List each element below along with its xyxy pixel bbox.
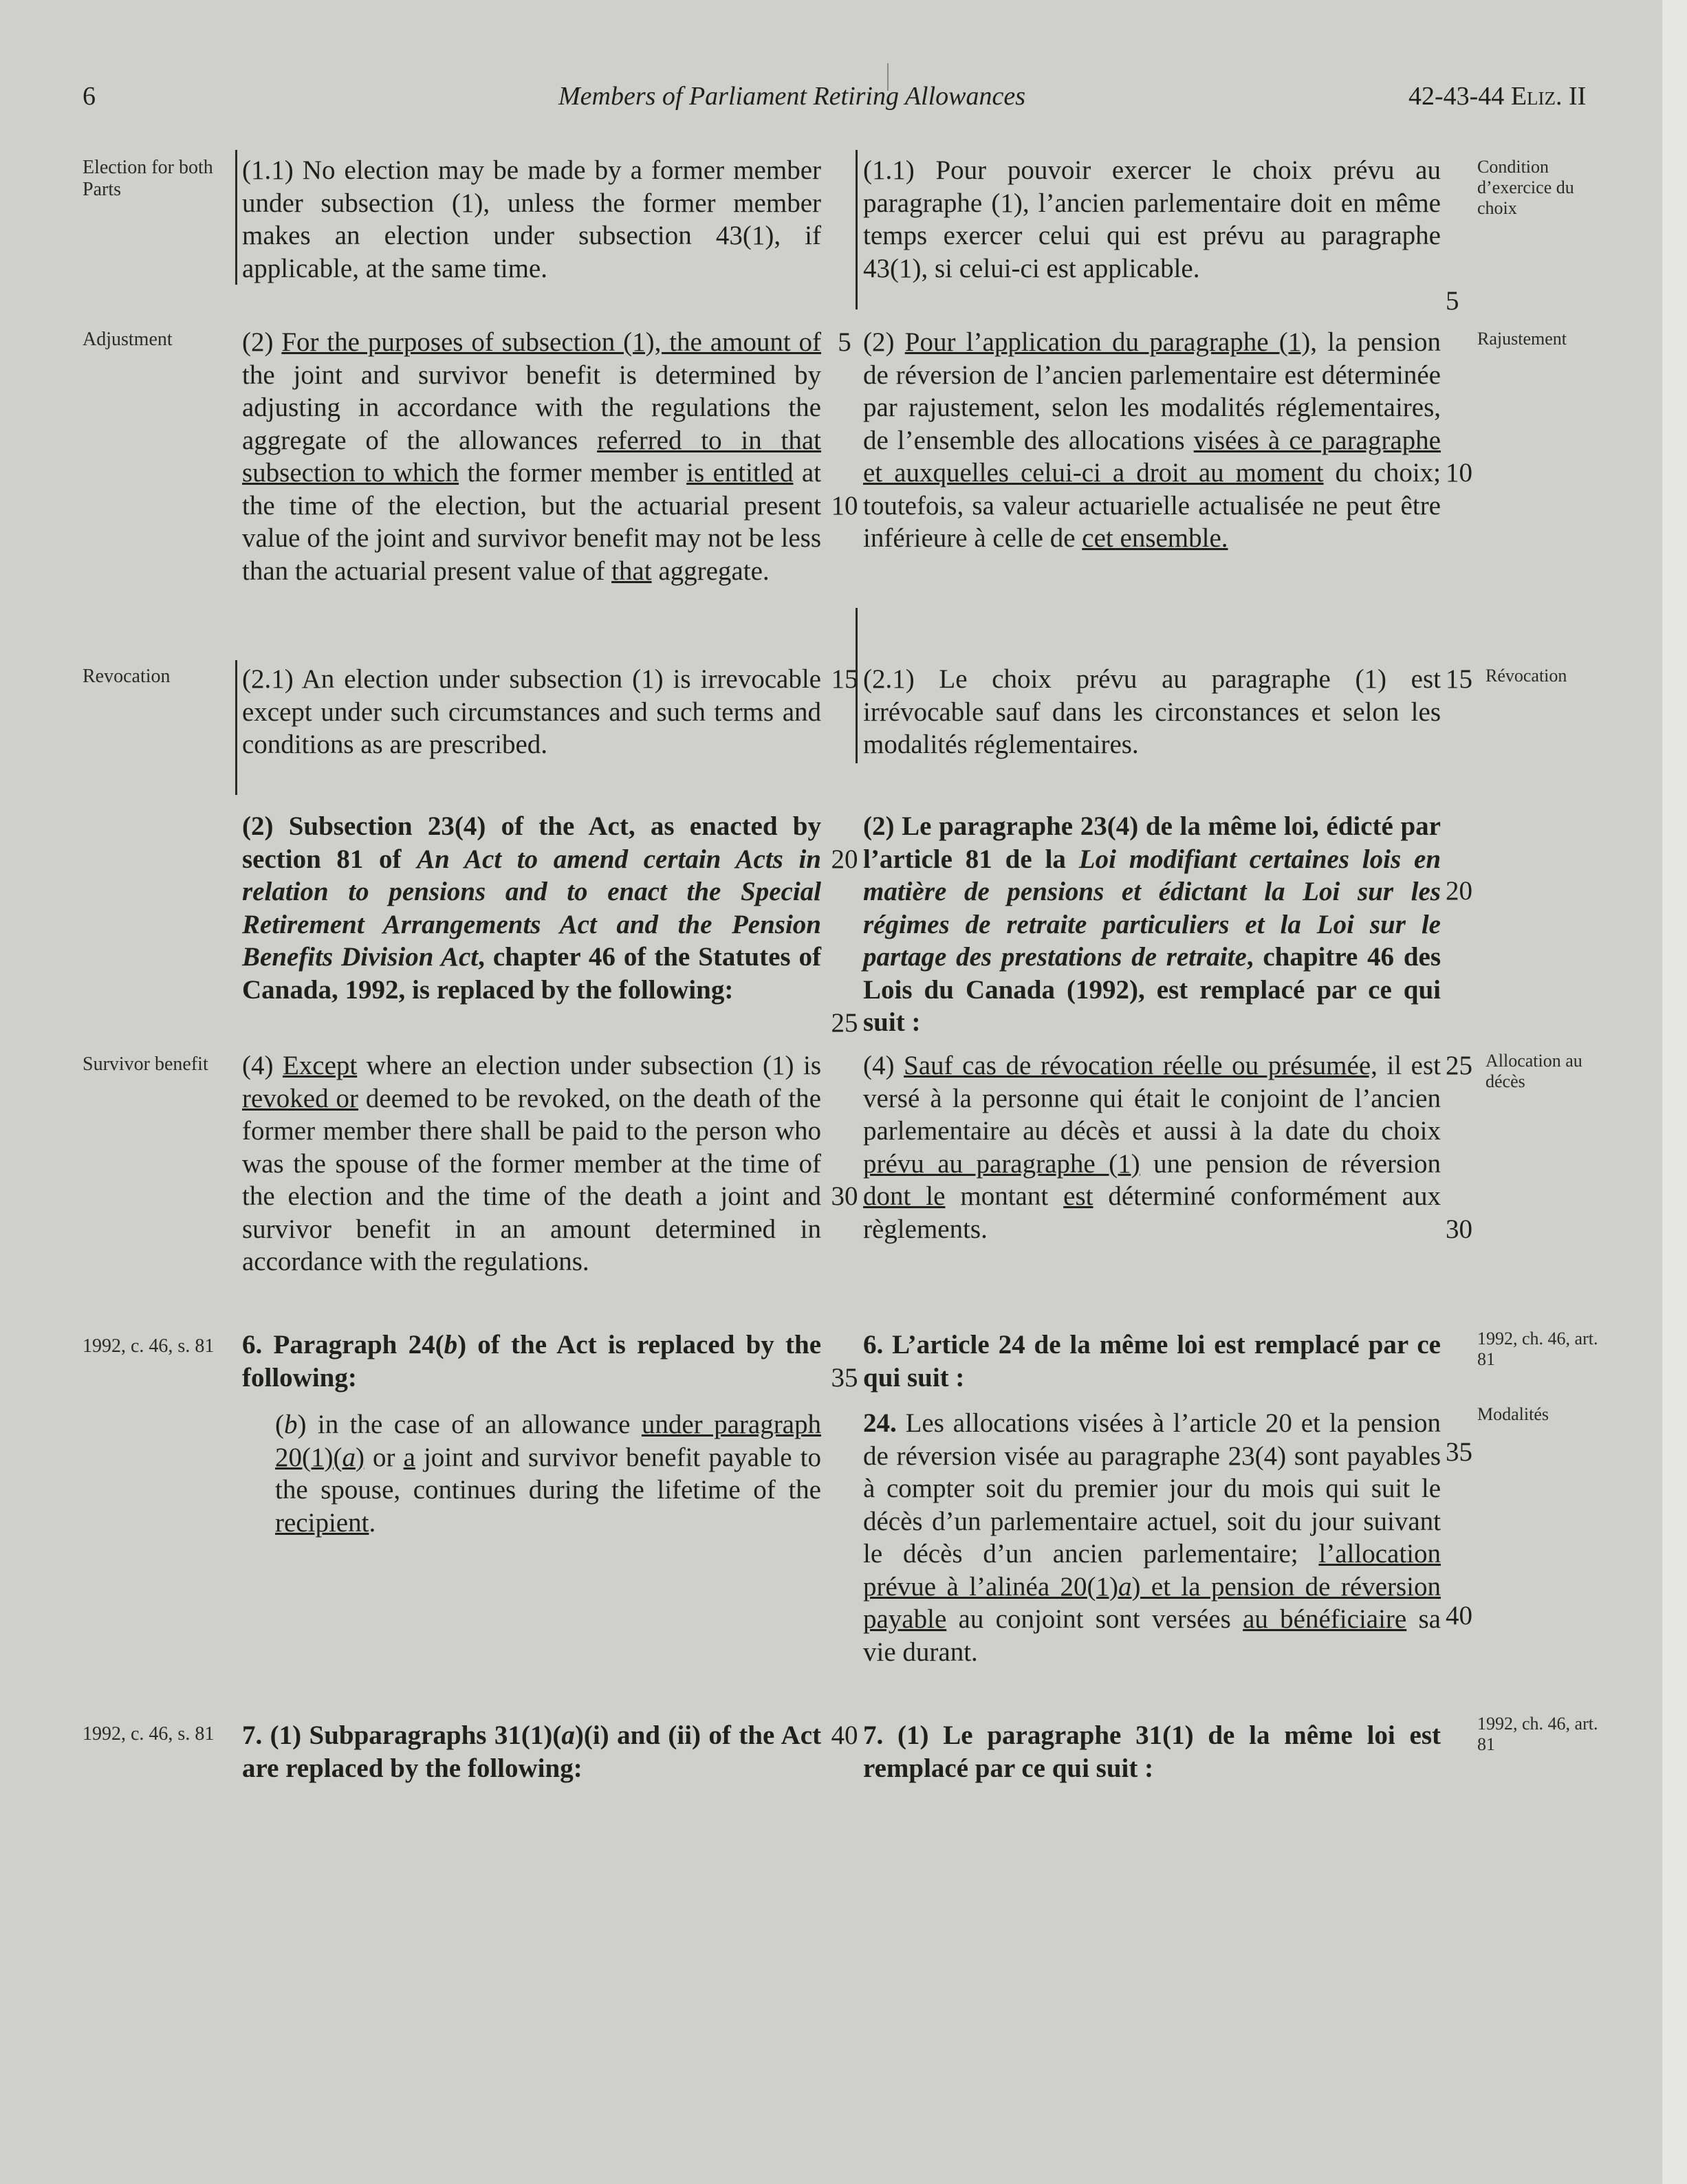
fr-24-amended-1-text: l’allocation prévue à l’alinéa 20(1) — [863, 1539, 1441, 1602]
en-2-amended-3: is entitled — [686, 458, 794, 488]
en-amending-clause-7 — [242, 1719, 821, 1784]
en-b-open: ( — [275, 1410, 284, 1439]
fr-2-num: (2) — [863, 327, 905, 357]
fr-amending-clause-2 — [863, 810, 1441, 1039]
fr-24-amended-2: au bénéficiaire — [1243, 1604, 1407, 1634]
line-number: 10 — [831, 491, 858, 521]
margin-note-condition: Condition d’exercice du choix — [1477, 157, 1574, 218]
en-b-text-2: or — [364, 1442, 404, 1472]
line-number: 25 — [831, 1008, 858, 1038]
en-amend-7-text-1: 7. (1) Subparagraphs 31(1)( — [242, 1721, 562, 1750]
fr-24-amended-1-rest: ) et la pension de réversion payable — [863, 1571, 1441, 1634]
en-amend-7-text-2: )(i) and (ii) of the Act are replaced by the following: — [242, 1721, 822, 1783]
en-2-text-4: aggregate. — [651, 556, 770, 586]
page-edge-shadow — [1662, 0, 1687, 2184]
regnal-year — [1408, 81, 1586, 111]
en-subsection-2-1: (2.1) An election under subsection (1) is irrevocable except under such circumstances and such terms and conditions as are prescribed. — [242, 664, 821, 759]
en-2-amended-2: referred to in that subsection to which — [242, 425, 822, 488]
fr-24-amended-1-letter: a — [1118, 1571, 1132, 1602]
en-2-text-1: the joint and survivor benefit is determined by adjusting in accordance with the regulations the aggregate of the allowances — [242, 360, 821, 455]
fr-4-amended-3: dont le — [863, 1181, 946, 1211]
en-amend-7-italic: a — [561, 1721, 575, 1750]
fr-24-text-3: sa vie durant. — [863, 1604, 1441, 1667]
fr-2-text-1: la pension de réversion de l’ancien parlementaire est déterminée par rajustement, selon les modalités réglementaires, de l’ensemble des allocations — [863, 327, 1441, 455]
en-amending-clause-2 — [242, 810, 821, 1006]
en-4-amended-1: Except — [282, 1051, 358, 1080]
en-4-text-1: where an election under subsection (1) is — [357, 1051, 821, 1080]
margin-note-survivor-benefit: Survivor benefit — [83, 1053, 208, 1075]
fr-24-num: 24. — [863, 1408, 897, 1438]
en-b-amended-2: a — [403, 1442, 415, 1472]
line-number: 15 — [1446, 664, 1472, 694]
en-4-num: (4) — [242, 1051, 283, 1080]
fr-24-text-1: Les allocations visées à l’article 20 et la pension de réversion visée au paragraphe 23(4) sont payables à compter soit du premier jour du mois qui suit le décès d’un parlementaire actuel, soit du jour suivant le décès d’un ancien parlementaire; — [863, 1408, 1441, 1569]
fr-2-text-2: du choix; toutefois, sa valeur actuarielle actualisée ne peut être inférieure à celle de — [863, 458, 1441, 553]
fr-2-amended-1: Pour l’application du paragraphe (1), — [904, 327, 1318, 357]
en-2-text-3: at the time of the election, but the actuarial present value of the joint and survivor benefit may not be less than the actuarial present value of — [242, 458, 821, 586]
margin-note-revocation: Revocation — [83, 666, 171, 687]
margin-note-citation-section-6: 1992, c. 46, s. 81 — [83, 1335, 215, 1357]
line-number: 35 — [831, 1363, 858, 1393]
en-amend-2-text-2: , chapter 46 of the Statutes of Canada, 1992, is replaced by the following: — [242, 942, 822, 1005]
margin-note-election-both-parts: Election for both Parts — [83, 157, 213, 200]
fr-4-amended-2: prévu au paragraphe (1) — [863, 1148, 1140, 1179]
en-subsection-1-1: (1.1) No election may be made by a former member under subsection (1), unless the former member makes an election under subsection 43(1), if applicable, at the same time. — [242, 155, 821, 283]
fr-amending-clause-6: 6. L’article 24 de la même loi est remplacé par ce qui suit : — [863, 1330, 1441, 1393]
en-2-num: (2) — [242, 327, 282, 357]
line-number: 5 — [838, 327, 851, 357]
en-b-text-3: joint and survivor benefit payable to the spouse, continues during the lifetime of the — [275, 1442, 821, 1505]
regnal-eliz: Eliz — [1510, 82, 1556, 111]
running-head: Members of Parliament Retiring Allowances — [558, 82, 1025, 111]
en-amend-6-italic: b — [444, 1330, 458, 1359]
fr-amending-clause-7: 7. (1) Le paragraphe 31(1) de la même loi est remplacé par ce qui suit : — [863, 1721, 1441, 1783]
margin-note-citation-fr-7: 1992, ch. 46, art. 81 — [1477, 1714, 1598, 1754]
margin-note-allocation-deces: Allocation au décès — [1485, 1051, 1582, 1091]
line-number: 30 — [1446, 1214, 1472, 1244]
fr-4-amended-4: est — [1063, 1181, 1093, 1211]
page-number: 6 — [83, 82, 96, 111]
regnal-prefix: 42-43-44 — [1408, 82, 1511, 111]
en-4-text-2: deemed to be revoked, on the death of the former member there shall be paid to the person who was the spouse of the former member at the time of the election and the time of the death a joint and survivor benefit in an amount determined in accordance with the regulations. — [242, 1083, 821, 1276]
en-amend-2-act-title: An Act to amend certain Acts in relation to pensions and to enact the Special Retirement Arrangements Act and the Pension Benefits Division Act — [242, 844, 821, 972]
line-number: 10 — [1446, 458, 1472, 488]
fr-4-num: (4) — [863, 1051, 904, 1080]
fr-subsection-1-1: (1.1) Pour pouvoir exercer le choix prévu au paragraphe (1), l’ancien parlementaire doit en même temps exercer celui qui est prévu au paragraphe 43(1), si celui-ci est applicable. — [863, 155, 1441, 283]
margin-note-citation-section-7: 1992, c. 46, s. 81 — [83, 1723, 215, 1745]
line-number: 35 — [1446, 1437, 1472, 1467]
en-subsection-4 — [242, 1049, 821, 1278]
margin-note-adjustment: Adjustment — [83, 329, 173, 350]
en-subsection-2 — [242, 326, 821, 587]
en-amending-clause-6 — [242, 1329, 821, 1394]
fr-2-amended-3: cet ensemble. — [1082, 523, 1228, 553]
en-2-amended-1: For the purposes of subsection (1), the amount of — [281, 327, 821, 357]
line-number: 20 — [1446, 876, 1472, 906]
en-b-amended-3: recipient — [275, 1507, 369, 1538]
margin-note-revocation-fr: Révocation — [1485, 666, 1567, 686]
fr-subsection-2 — [863, 326, 1441, 555]
en-paragraph-b — [275, 1408, 821, 1539]
margin-note-citation-fr-6: 1992, ch. 46, art. 81 — [1477, 1329, 1598, 1369]
en-amend-6-text-1: 6. Paragraph 24( — [242, 1330, 444, 1359]
en-2-amended-4: that — [611, 556, 652, 586]
line-number: 5 — [1446, 286, 1459, 316]
line-number: 40 — [831, 1721, 858, 1750]
fr-section-24 — [863, 1407, 1441, 1668]
en-b-amended-1-letter: a — [342, 1442, 356, 1472]
margin-note-rajustement: Rajustement — [1477, 329, 1567, 349]
en-b-amended-1-text: under paragraph 20(1)( — [275, 1410, 821, 1472]
line-number: 40 — [1446, 1601, 1472, 1630]
change-bar-fr-1-1 — [856, 150, 858, 309]
line-number: 20 — [831, 844, 858, 874]
regnal-suffix: . II — [1556, 82, 1587, 111]
fr-4-text-4: déterminé conformément aux règlements. — [863, 1181, 1441, 1244]
en-4-amended-2: revoked or — [242, 1083, 358, 1113]
line-number: 15 — [831, 664, 858, 694]
fr-4-amended-1: Sauf cas de révocation réelle ou présumée, — [904, 1051, 1378, 1080]
change-bar-en-1-1 — [235, 150, 237, 285]
fr-subsection-4 — [863, 1049, 1441, 1245]
margin-note-modalites: Modalités — [1477, 1404, 1549, 1424]
en-2-text-2: the former member — [459, 458, 687, 488]
fr-amend-2-text-1: (2) Le paragraphe 23(4) de la même loi, édicté par l’article 81 de la — [863, 811, 1441, 874]
line-number: 25 — [1446, 1051, 1472, 1080]
en-amend-6-text-2: ) of the Act is replaced by the following: — [242, 1330, 822, 1393]
line-number: 30 — [831, 1181, 858, 1211]
en-b-text-4: . — [369, 1507, 376, 1538]
fr-subsection-2-1: (2.1) Le choix prévu au paragraphe (1) est irrévocable sauf dans les circonstances et selon les modalités réglementaires. — [863, 664, 1441, 759]
fr-4-text-2: une pension de réversion — [1140, 1148, 1441, 1179]
en-amend-2-text-1: (2) Subsection 23(4) of the Act, as enacted by section 81 of — [242, 811, 821, 874]
fr-24-text-2: au conjoint sont versées — [946, 1604, 1243, 1634]
en-b-letter: b — [284, 1410, 298, 1439]
fr-2-amended-2: visées à ce paragraphe et auxquelles celui-ci a droit au moment — [863, 425, 1441, 488]
fr-4-text-1: il est versé à la personne qui était le conjoint de l’ancien parlementaire au décès et aussi à la date du choix — [863, 1051, 1441, 1146]
en-b-amended-1-close: ) — [355, 1442, 364, 1472]
fr-amend-2-text-2: , chapitre 46 des Lois du Canada (1992), est remplacé par ce qui suit : — [863, 942, 1441, 1037]
fr-amend-2-act-title: Loi modifiant certaines lois en matière de pensions et édictant la Loi sur les régimes de retraite particuliers et la Loi sur le partage des prestations de retraite — [863, 844, 1441, 972]
fr-4-text-3: montant — [945, 1181, 1064, 1211]
change-bar-en-2-1 — [235, 660, 237, 795]
en-b-text-1: ) in the case of an allowance — [297, 1410, 642, 1439]
